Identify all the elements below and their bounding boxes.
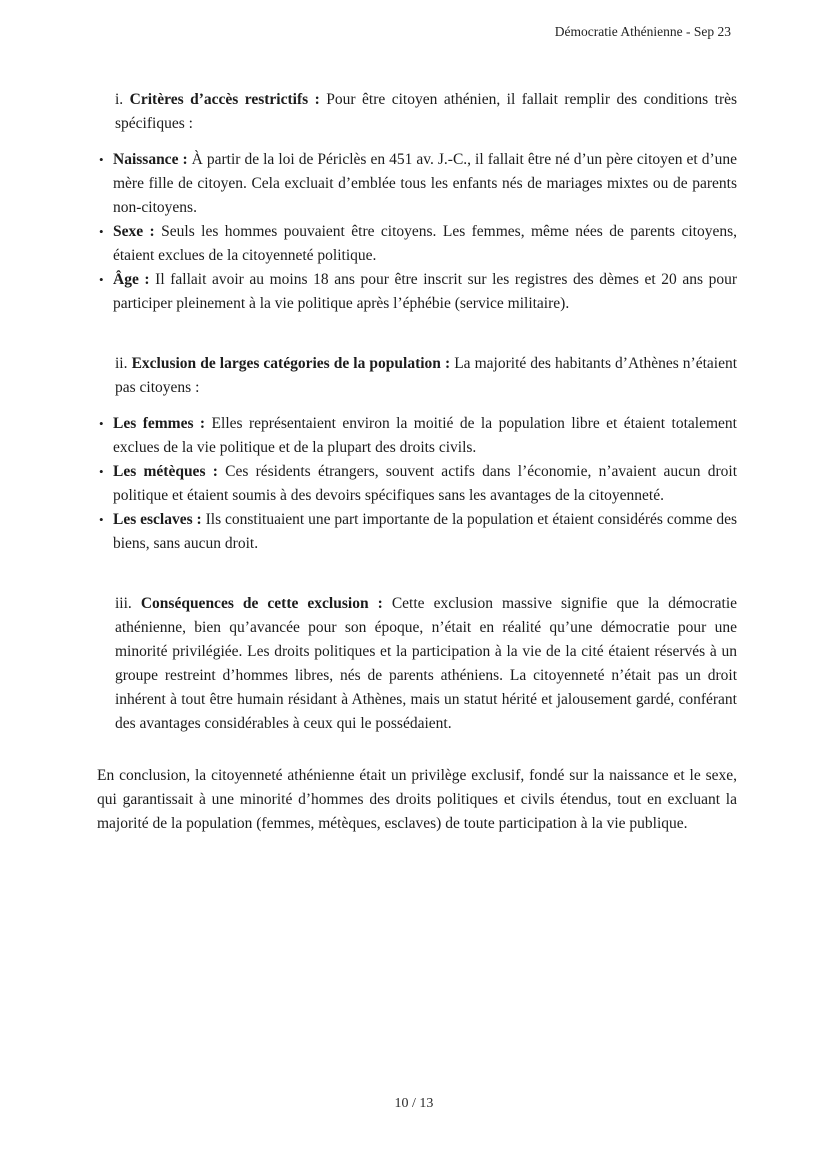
section-i-lead bbox=[115, 88, 737, 136]
list-item bbox=[113, 268, 737, 316]
bullet-text: Ces résidents étrangers, souvent actifs dans l’économie, n’avaient aucun droit politique et étaient soumis à des devoirs spécifiques sans les avantages de la citoyenneté. bbox=[113, 463, 738, 504]
bullet-text: À partir de la loi de Périclès en 451 av. J.-C., il fallait être né d’un père citoyen et d’une mère fille de citoyen. Cela excluait d’emblée tous les enfants nés de mariages mixtes ou de parents non-citoyens. bbox=[113, 151, 738, 216]
section-i-bullet-list bbox=[97, 148, 737, 316]
bullet-term: Sexe : bbox=[113, 223, 155, 240]
list-item bbox=[113, 508, 737, 556]
bullet-term: Les femmes : bbox=[113, 415, 206, 432]
list-item bbox=[113, 412, 737, 460]
bullet-text: Il fallait avoir au moins 18 ans pour être inscrit sur les registres des dèmes et 20 ans pour participer pleinement à la vie politique après l’éphébie (service militaire). bbox=[113, 271, 737, 312]
bullet-term: Les métèques : bbox=[113, 463, 218, 480]
bullet-term: Naissance : bbox=[113, 151, 188, 168]
section-ii-intro: La majorité des habitants d’Athènes n’étaient pas citoyens : bbox=[115, 355, 738, 396]
section-iii-lead bbox=[115, 592, 737, 736]
section-ii-lead bbox=[115, 352, 737, 400]
section-i-heading: Critères d’accès restrictifs : bbox=[129, 91, 320, 108]
document-header-title: Démocratie Athénienne - Sep 23 bbox=[554, 24, 731, 39]
bullet-text: Elles représentaient environ la moitié de la population libre et étaient totalement exclues de la vie politique et de la plupart des droits civils. bbox=[113, 415, 737, 456]
section-i-intro: Pour être citoyen athénien, il fallait remplir des conditions très spécifiques : bbox=[115, 91, 738, 132]
section-ii-heading: Exclusion de larges catégories de la population : bbox=[131, 355, 451, 372]
section-ii-marker: ii. bbox=[115, 355, 128, 372]
section-iii-intro: Cette exclusion massive signifie que la démocratie athénienne, bien qu’avancée pour son époque, n’était en réalité qu’une démocratie pour une minorité privilégiée. Les droits politiques et la participation à la vie de la cité étaient réservés à un groupe restreint d’hommes libres, nés de parents athéniens. La citoyenneté n’était pas un droit inhérent à tout être humain résidant à Athènes, mais un statut hérité et jalousement gardé, conférant des avantages considérables à ceux qui le possédaient. bbox=[115, 595, 738, 732]
section-i-marker: i. bbox=[115, 91, 124, 108]
list-item bbox=[113, 148, 737, 220]
bullet-term: Les esclaves : bbox=[113, 511, 202, 528]
section-iii-heading: Conséquences de cette exclusion : bbox=[140, 595, 383, 612]
list-item bbox=[113, 220, 737, 268]
section-ii-bullet-list bbox=[97, 412, 737, 556]
bullet-text: Seuls les hommes pouvaient être citoyens. Les femmes, même nées de parents citoyens, étaient exclues de la citoyenneté politique. bbox=[113, 223, 737, 264]
section-iii-marker: iii. bbox=[115, 595, 132, 612]
list-item bbox=[113, 460, 737, 508]
page-number-indicator: 10 / 13 bbox=[394, 1096, 434, 1111]
bullet-text: Ils constituaient une part importante de la population et étaient considérés comme des biens, sans aucun droit. bbox=[113, 511, 738, 552]
conclusion-paragraph: En conclusion, la citoyenneté athénienne était un privilège exclusif, fondé sur la naissance et le sexe, qui garantissait à une minorité d’hommes des droits politiques et civils étendus, tout en excluant la majorité de la population (femmes, métèques, esclaves) de toute participation à la vie publique. bbox=[97, 767, 737, 832]
document-body bbox=[97, 88, 737, 852]
bullet-term: Âge : bbox=[113, 271, 150, 288]
